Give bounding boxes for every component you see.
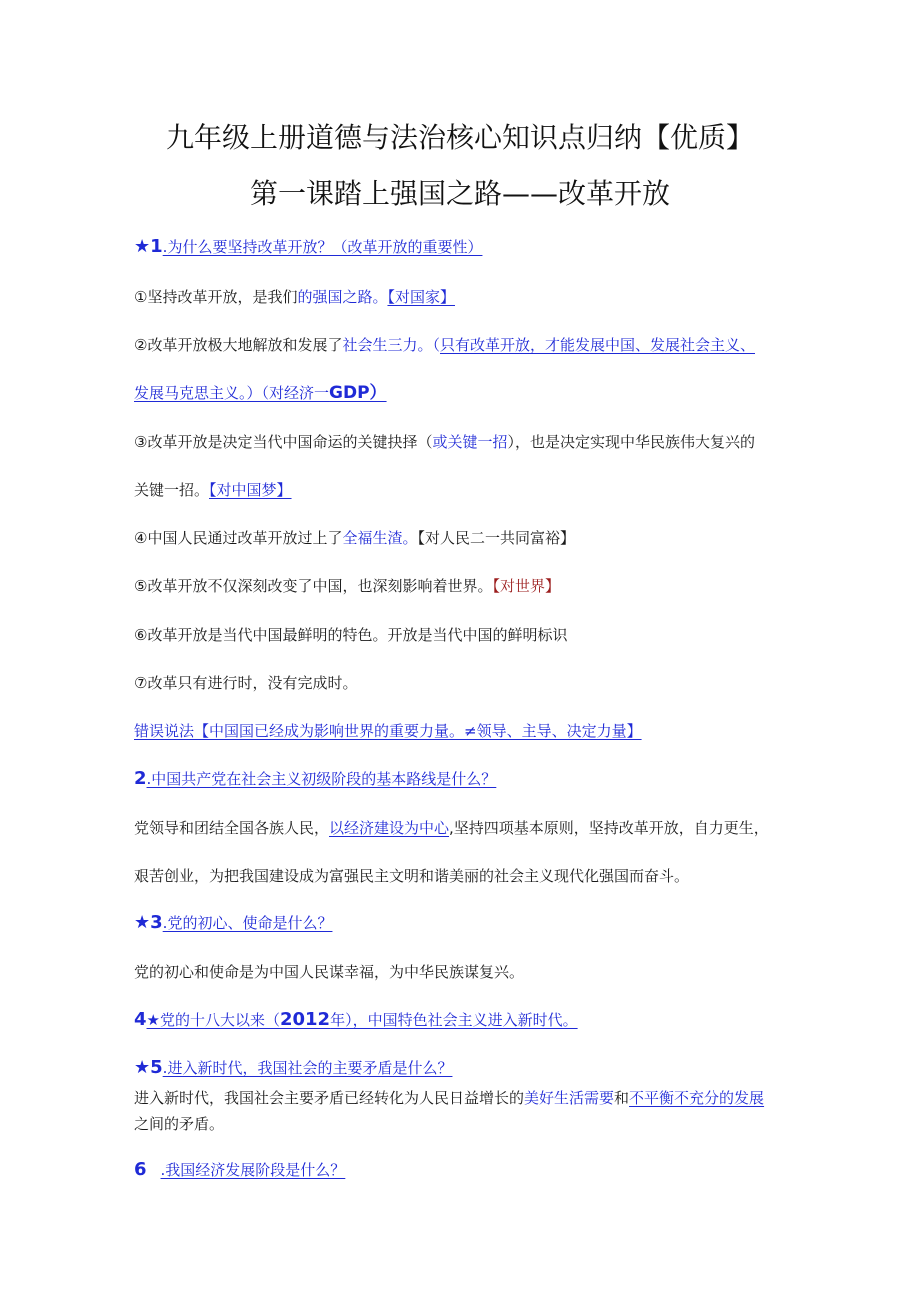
question-number: 4 bbox=[134, 1009, 147, 1030]
star-icon: ★ bbox=[134, 236, 151, 257]
answer-text: ），也是决定实现中华民族伟大复兴的 bbox=[507, 433, 755, 451]
question-number: 3 bbox=[150, 912, 163, 933]
star-icon: ★ bbox=[134, 912, 151, 933]
statement-text: ★党的十八大以来（ bbox=[146, 1011, 280, 1029]
answer-2 bbox=[134, 817, 769, 839]
answer-text: ②改革开放极大地解放和发展了 bbox=[134, 336, 343, 354]
gdp-text: GDP） bbox=[329, 383, 387, 403]
answer-1-7: ⑦改革只有进行时，没有完成时。 bbox=[134, 674, 358, 692]
answer-text: ⑤改革开放不仅深刻改变了中国，也深刻影响着世界。 bbox=[134, 577, 493, 595]
note-text: 只有改革开放，才能发展中国、发展社会主义、 bbox=[439, 336, 755, 354]
question-text: .为什么要坚持改革开放？（改革开放的重要性） bbox=[162, 238, 483, 256]
answer-1-3-cont bbox=[134, 479, 292, 501]
highlight-text: 美好生活需要 bbox=[524, 1089, 615, 1107]
highlight-text: 或关键一招 bbox=[432, 433, 508, 451]
question-number: 5 bbox=[150, 1057, 163, 1078]
highlight-text: 以经济建设为中心 bbox=[329, 819, 450, 837]
tag-text: ）（对经济一 bbox=[246, 384, 330, 402]
answer-1-3 bbox=[134, 431, 755, 453]
question-1 bbox=[134, 236, 482, 258]
answer-text: 关键一招。 bbox=[134, 481, 210, 499]
answer-1-6: ⑥改革开放是当代中国最鲜明的特色。开放是当代中国的鲜明标识 bbox=[134, 626, 568, 644]
answer-text: 和 bbox=[614, 1089, 630, 1107]
answer-2-cont: 艰苦创业，为把我国建设成为富强民主文明和谐美丽的社会主义现代化强国而奋斗。 bbox=[134, 867, 690, 885]
answer-text: ,坚持四项基本原则，坚持改革开放，自力更生， bbox=[449, 819, 769, 837]
answer-5-cont: 之间的矛盾。 bbox=[134, 1115, 225, 1133]
question-5 bbox=[134, 1057, 452, 1079]
answer-1-1 bbox=[134, 286, 455, 308]
statement-text: 年），中国特色社会主义进入新时代。 bbox=[330, 1011, 578, 1029]
answer-1-2 bbox=[134, 334, 755, 356]
answer-text: ①坚持改革开放，是我们 bbox=[134, 288, 298, 306]
question-3 bbox=[134, 912, 332, 934]
question-number: 2 bbox=[134, 768, 147, 789]
question-text: .进入新时代，我国社会的主要矛盾是什么？ bbox=[162, 1059, 453, 1077]
question-6 bbox=[134, 1159, 345, 1181]
answer-text: ④中国人民通过改革开放过上了 bbox=[134, 529, 343, 547]
wrong-statement: 错误说法【中国国已经成为影响世界的重要力量。≠领导、主导、决定力量】 bbox=[134, 722, 642, 740]
tag-text: 【对人民二一共同富裕】 bbox=[417, 529, 575, 547]
page-title: 九年级上册道德与法治核心知识点归纳【优质】 bbox=[165, 121, 754, 154]
highlight-text: 全福生渣。 bbox=[342, 529, 418, 547]
statement-4 bbox=[134, 1009, 578, 1031]
tag-text: 【对中国梦】 bbox=[209, 481, 292, 499]
year-text: 2012 bbox=[279, 1009, 331, 1030]
page-subtitle: 第一课踏上强国之路——改革开放 bbox=[249, 177, 670, 210]
tag-text: 【对国家】 bbox=[387, 288, 455, 306]
answer-text: 进入新时代，我国社会主要矛盾已经转化为人民日益增长的 bbox=[134, 1089, 525, 1107]
answer-text: ③改革开放是决定当代中国命运的关键抉择（ bbox=[134, 433, 433, 451]
answer-1-4 bbox=[134, 527, 575, 549]
question-2 bbox=[134, 768, 496, 790]
question-text: .我国经济发展阶段是什么？ bbox=[160, 1161, 346, 1179]
answer-5 bbox=[134, 1087, 764, 1109]
highlight-text: 不平衡不充分的发展 bbox=[629, 1089, 765, 1107]
tag-text: 【对世界】 bbox=[492, 577, 560, 595]
paren-text: （ bbox=[432, 336, 440, 354]
answer-text: 党领导和团结全国各族人民， bbox=[134, 819, 330, 837]
answer-1-2-cont bbox=[134, 382, 387, 404]
question-number: 1 bbox=[150, 236, 163, 257]
highlight-text: 社会生三力。 bbox=[342, 336, 433, 354]
question-number: 6 bbox=[134, 1159, 147, 1180]
answer-1-5 bbox=[134, 575, 560, 597]
star-icon: ★ bbox=[134, 1057, 151, 1078]
highlight-text: 的强国之路。 bbox=[297, 288, 388, 306]
question-text: .党的初心、使命是什么？ bbox=[162, 914, 333, 932]
answer-3: 党的初心和使命是为中国人民谋幸福，为中华民族谋复兴。 bbox=[134, 963, 525, 981]
note-text: 发展马克思主义。 bbox=[134, 384, 247, 402]
question-text: .中国共产党在社会主义初级阶段的基本路线是什么？ bbox=[146, 770, 497, 788]
